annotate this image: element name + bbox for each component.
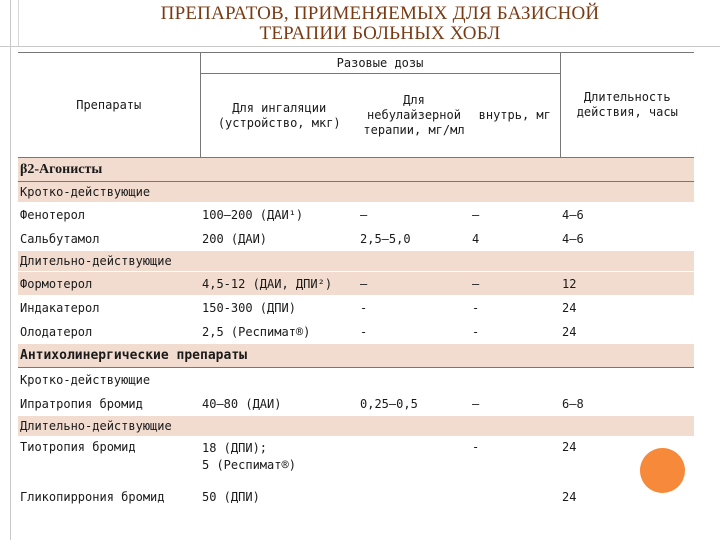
cell-nebulizer: - [358,320,470,344]
subgroup-name: Кротко-действующие [18,368,694,392]
cell-nebulizer: — [358,272,470,296]
cell-inhalation: 150-300 (ДПИ) [200,296,358,320]
table-row [18,392,694,416]
header-nebulizer: Для небулайзерной терапии, мг/мл [358,74,470,158]
cell-inhalation-line-2: 5 (Респимат®) [202,458,296,472]
slide-frame-top-line [0,46,720,47]
cell-duration: 4–6 [560,227,694,251]
drug-table-container [18,52,694,509]
cell-duration: 24 [560,320,694,344]
cell-inhalation: 4,5-12 (ДАИ, ДПИ²) [200,272,358,296]
cell-oral: - [470,437,560,485]
cell-inhalation: 100–200 (ДАИ¹) [200,203,358,227]
slide-title [70,4,690,44]
cell-duration: 12 [560,272,694,296]
subgroup-row [18,182,694,203]
table-row [18,320,694,344]
header-oral: внутрь, мг [470,74,560,158]
cell-nebulizer [358,437,470,485]
cell-duration: 4–6 [560,203,694,227]
subgroup-name: Длительно-действующие [18,416,694,437]
group-name: Антихолинергические препараты [18,344,694,368]
cell-oral: — [470,392,560,416]
cell-drug: Гликопиррония бромид [18,485,200,509]
table-row [18,203,694,227]
cell-drug: Фенотерол [18,203,200,227]
cell-oral: — [470,272,560,296]
cell-inhalation: 2,5 (Респимат®) [200,320,358,344]
table-row [18,227,694,251]
subgroup-name: Кротко-действующие [18,182,694,203]
subgroup-name: Длительно-действующие [18,251,694,272]
cell-drug: Формотерол [18,272,200,296]
cell-drug: Сальбутамол [18,227,200,251]
slide-title-line-1: ПРЕПАРАТОВ, ПРИМЕНЯЕМЫХ ДЛЯ БАЗИСНОЙ [160,3,600,24]
cell-inhalation: 200 (ДАИ) [200,227,358,251]
cell-oral: — [470,203,560,227]
subgroup-row [18,368,694,392]
cell-inhalation: 50 (ДПИ) [200,485,358,509]
table-row [18,296,694,320]
group-name: β2-Агонисты [18,158,694,182]
slide-title-line-2: ТЕРАПИИ БОЛЬНЫХ ХОБЛ [259,23,501,44]
cell-nebulizer: 0,25–0,5 [358,392,470,416]
cell-inhalation [200,437,358,485]
cell-duration: 6–8 [560,392,694,416]
subgroup-row [18,251,694,272]
group-row-beta2 [18,158,694,182]
header-duration: Длительность действия, часы [560,53,694,158]
header-drug: Препараты [18,53,200,158]
cell-drug: Олодатерол [18,320,200,344]
cell-oral: 4 [470,227,560,251]
cell-nebulizer: - [358,296,470,320]
cell-duration: 24 [560,437,694,485]
table-row [18,437,694,485]
table-row [18,485,694,509]
cell-inhalation-line-1: 18 (ДПИ); [202,441,268,455]
subgroup-row [18,416,694,437]
cell-nebulizer [358,485,470,509]
cell-drug: Индакатерол [18,296,200,320]
cell-oral: - [470,296,560,320]
cell-duration: 24 [560,485,694,509]
cell-oral [470,485,560,509]
drug-table [18,52,694,509]
cell-drug: Ипратропия бромид [18,392,200,416]
cell-drug: Тиотропия бромид [18,437,200,485]
slide-frame-left-line [10,0,11,540]
header-inhalation: Для ингаляции (устройство, мкг) [200,74,358,158]
cell-inhalation: 40–80 (ДАИ) [200,392,358,416]
cell-nebulizer: — [358,203,470,227]
group-row-anticholinergic [18,344,694,368]
decorative-orange-circle [640,448,685,493]
cell-duration: 24 [560,296,694,320]
header-single-doses: Разовые дозы [200,53,560,74]
table-row [18,272,694,296]
cell-oral: - [470,320,560,344]
cell-nebulizer: 2,5–5,0 [358,227,470,251]
